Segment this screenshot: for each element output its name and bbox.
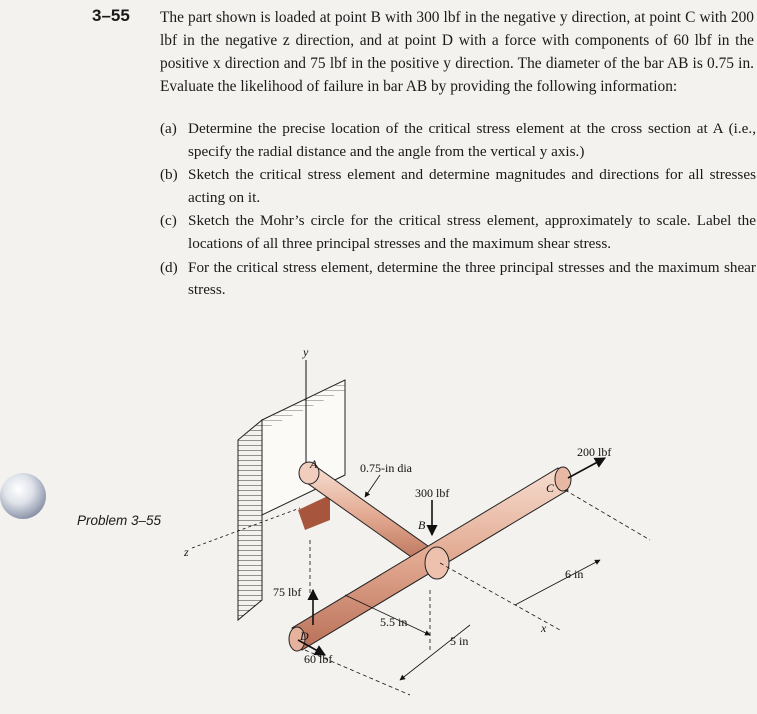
part-d-text: For the critical stress element, determine the three principal stresses and the maximum shear stress. [188, 258, 756, 299]
part-a-label: (a) [160, 120, 177, 137]
dim-ab-label: 5.5 in [380, 615, 408, 629]
load-d-x-label: 60 lbf [304, 652, 333, 666]
load-c-label: 200 lbf [577, 445, 612, 459]
bar-end-b [425, 547, 449, 579]
mount-bracket [298, 495, 330, 530]
part-b-label: (b) [160, 166, 178, 184]
diameter-label: 0.75-in dia [360, 461, 412, 475]
part-d-label: (d) [160, 258, 178, 276]
diameter-leader [365, 475, 380, 497]
problem-number: 3–55 [92, 6, 130, 25]
figure-caption: Problem 3–55 [77, 513, 162, 528]
point-a-label: A [310, 457, 318, 471]
dim-bc-label: 6 in [565, 567, 584, 581]
part-c-label: (c) [160, 212, 177, 230]
z-axis-label: z [184, 545, 189, 559]
x-axis-line [440, 563, 560, 630]
y-axis-label: y [303, 345, 309, 359]
point-b-label: B [418, 518, 426, 532]
part-c-text: Sketch the Mohr’s circle for the critical stress element, approximately to scale. Label the locations of all three principal stresses and the maximum shear stress. [188, 212, 756, 252]
dim-bc-arrow [515, 560, 600, 605]
point-d-label: D [300, 629, 309, 643]
dim-guide-c [565, 490, 650, 540]
load-b-label: 300 lbf [415, 486, 450, 500]
force-c-arrow [568, 458, 605, 478]
part-a-text: Determine the precise location of the critical stress element at the cross section at A (i.e., specify the radial distance and the angle from the vertical y axis.) [188, 120, 756, 160]
load-d-y-label: 75 lbf [273, 585, 302, 599]
problem-statement: The part shown is loaded at point B with 300 lbf in the negative y direction, at point C with 200 lbf in the negative z direction, and at point D with a force with components of 60 lbf in the positive x direction and 75 lbf in the positive y direction. The diameter of the bar AB is 0.75 in. Evaluate the likelihood of failure in bar AB by providing the following information: [160, 9, 754, 95]
part-b-text: Sketch the critical stress element and determine magnitudes and directions for all stresses acting on it. [188, 166, 756, 206]
dim-bd-label: 5 in [450, 634, 469, 648]
point-c-label: C [546, 481, 555, 495]
x-axis-label: x [541, 621, 547, 635]
